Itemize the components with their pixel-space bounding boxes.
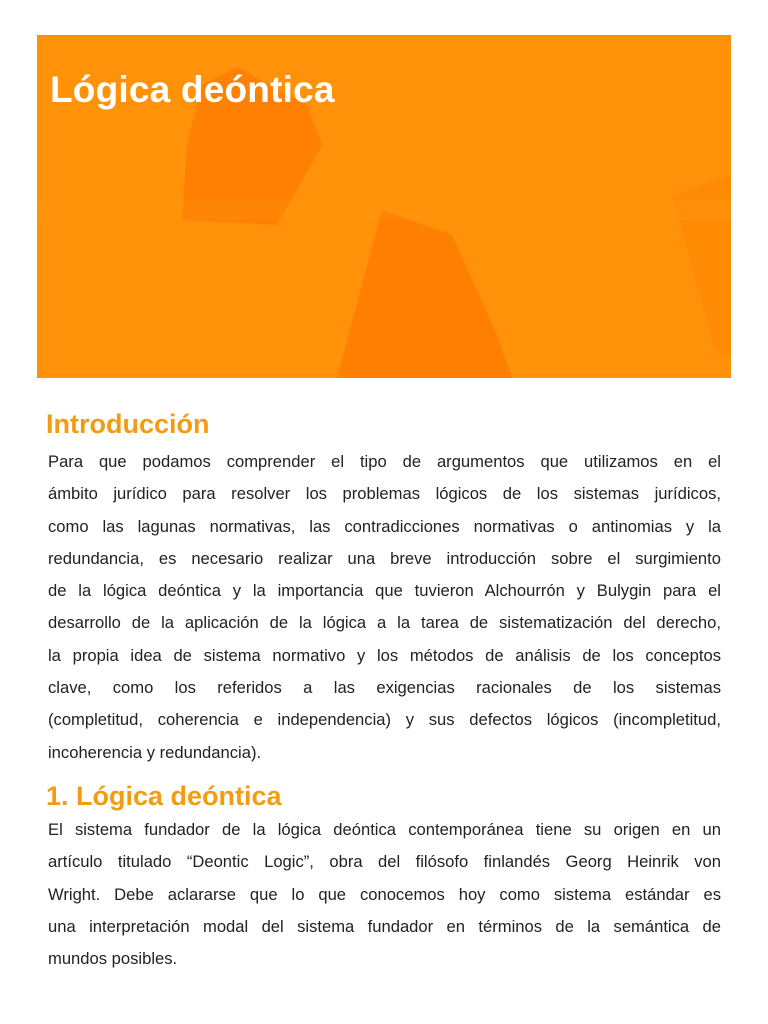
text-line: (completitud, coherencia e independencia) y sus defectos lógicos (incompletitud, — [48, 710, 721, 730]
text-line: de la lógica deóntica y la importancia que tuvieron Alchourrón y Bulygin para el — [48, 581, 721, 601]
text-line: la propia idea de sistema normativo y los métodos de análisis de los conceptos — [48, 645, 721, 665]
text-line: redundancia, es necesario realizar una breve introducción sobre el surgimiento — [48, 548, 721, 568]
text-line: desarrollo de la aplicación de la lógica a la tarea de sistematización del derecho, — [48, 613, 721, 633]
cover-banner — [37, 35, 731, 378]
text-line: mundos posibles. — [48, 949, 178, 969]
text-line: incoherencia y redundancia). — [48, 742, 262, 762]
text-line: como las lagunas normativas, las contradicciones normativas o antinomias y la — [48, 516, 721, 536]
section-1-paragraph — [48, 814, 721, 975]
intro-heading: Introducción — [46, 409, 210, 439]
text-line: clave, como los referidos a las exigencias racionales de los sistemas — [48, 678, 721, 698]
text-line: Wright. Debe aclararse que lo que conocemos hoy como sistema estándar es — [48, 884, 721, 904]
text-line: artículo titulado “Deontic Logic”, obra del filósofo finlandés Georg Heinrik von — [48, 852, 721, 872]
text-line: ámbito jurídico para resolver los problemas lógicos de los sistemas jurídicos, — [48, 484, 721, 504]
intro-paragraph — [48, 446, 721, 769]
document-title: Lógica deóntica — [50, 69, 335, 110]
text-line: Para que podamos comprender el tipo de argumentos que utilizamos en el — [48, 452, 721, 471]
section-1-heading: 1. Lógica deóntica — [46, 781, 282, 811]
text-line: El sistema fundador de la lógica deóntica contemporánea tiene su origen en un — [48, 820, 721, 839]
text-line: una interpretación modal del sistema fundador en términos de la semántica de — [48, 916, 721, 936]
